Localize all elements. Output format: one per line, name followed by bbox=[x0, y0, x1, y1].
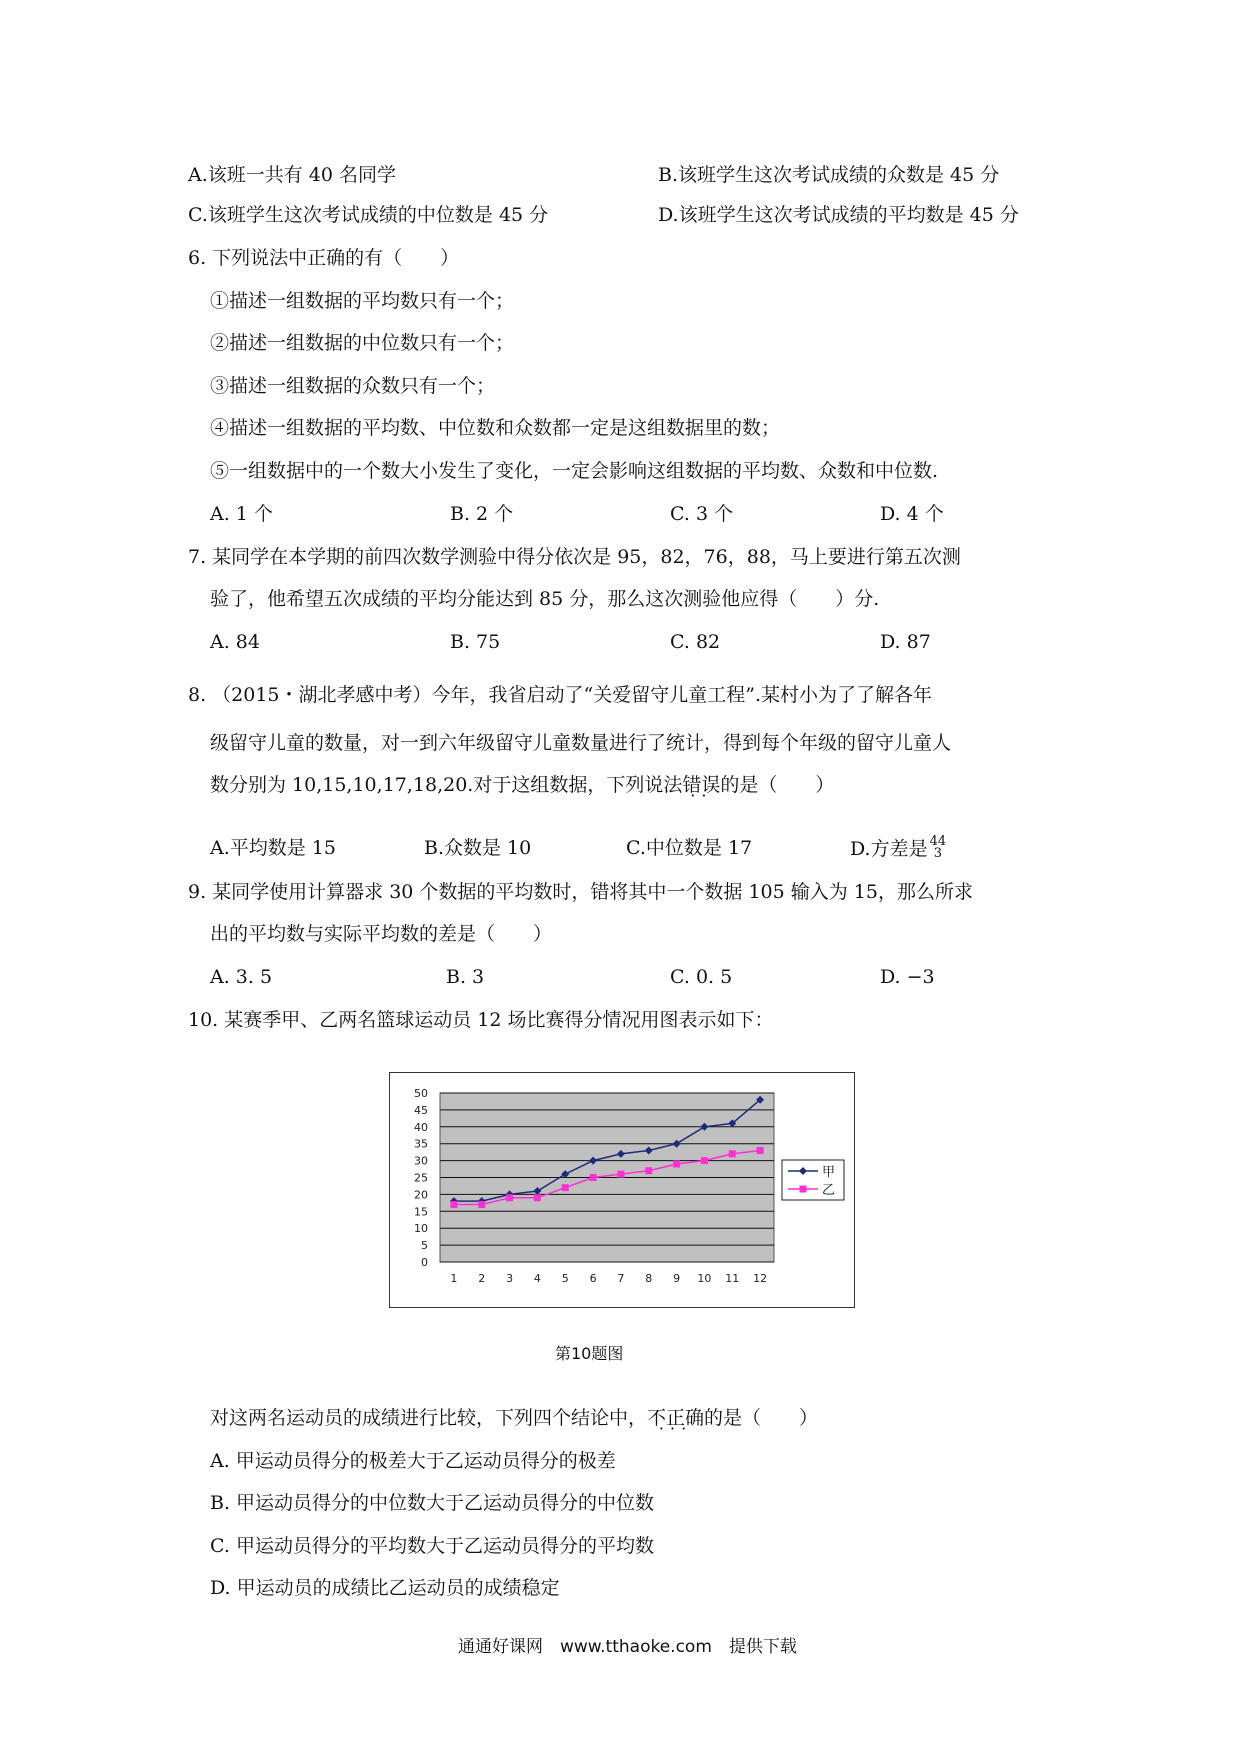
q9-option-d: D. −3 bbox=[880, 966, 935, 988]
q6-option-c: C. 3 个 bbox=[670, 503, 734, 525]
q9-line-2: 出的平均数与实际平均数的差是（ ） bbox=[210, 923, 553, 945]
legend-marker bbox=[800, 1186, 807, 1193]
x-tick-label: 11 bbox=[725, 1272, 740, 1285]
q8-option-d bbox=[850, 836, 946, 861]
y-tick-label: 25 bbox=[414, 1171, 428, 1185]
x-tick-label: 2 bbox=[478, 1272, 486, 1285]
y-tick-label: 20 bbox=[414, 1188, 428, 1202]
data-point bbox=[562, 1184, 569, 1191]
data-point bbox=[673, 1160, 680, 1167]
q6-option-b: B. 2 个 bbox=[450, 503, 514, 525]
data-point bbox=[506, 1194, 513, 1201]
q8-variance-fraction bbox=[930, 836, 947, 860]
y-tick-label: 40 bbox=[414, 1120, 428, 1134]
score-line-chart bbox=[389, 1072, 855, 1308]
x-tick-label: 6 bbox=[589, 1272, 597, 1285]
data-point bbox=[645, 1167, 652, 1174]
data-point bbox=[450, 1201, 457, 1208]
y-tick-label: 15 bbox=[414, 1205, 428, 1219]
y-tick-label: 50 bbox=[414, 1087, 428, 1100]
page-footer: 通通好课网 www.tthaoke.com 提供下载 bbox=[458, 1637, 797, 1657]
q6-item-3: ③描述一组数据的众数只有一个； bbox=[210, 375, 496, 397]
x-tick-label: 10 bbox=[697, 1272, 712, 1285]
chart-svg bbox=[390, 1073, 854, 1307]
y-tick-label: 35 bbox=[414, 1137, 428, 1151]
q5-option-a: A.该班一共有 40 名同学 bbox=[188, 164, 397, 186]
legend-label: 甲 bbox=[822, 1165, 836, 1180]
q8-option-b: B.众数是 10 bbox=[424, 837, 532, 859]
y-tick-label: 0 bbox=[421, 1256, 428, 1269]
q6-item-2: ②描述一组数据的中位数只有一个； bbox=[210, 332, 515, 354]
q8-option-d-label: D.方差是 bbox=[850, 838, 928, 860]
q5-option-d: D.该班学生这次考试成绩的平均数是 45 分 bbox=[658, 204, 1019, 226]
q8-line-2: 级留守儿童的数量，对一到六年级留守儿童数量进行了统计，得到每个年级的留守儿童人 bbox=[210, 732, 952, 754]
q6-option-a: A. 1 个 bbox=[210, 503, 273, 525]
x-tick-label: 9 bbox=[673, 1272, 681, 1285]
q8-emphasis-text: 错误 ·· bbox=[682, 774, 720, 796]
fraction-denominator: 3 bbox=[933, 846, 943, 861]
x-tick-label: 7 bbox=[617, 1272, 625, 1285]
q10-stem: 10. 某赛季甲、乙两名篮球运动员 12 场比赛得分情况用图表示如下： bbox=[188, 1009, 774, 1031]
q10-option-b: B. 甲运动员得分的中位数大于乙运动员得分的中位数 bbox=[210, 1492, 655, 1514]
q10-option-c: C. 甲运动员得分的平均数大于乙运动员得分的平均数 bbox=[210, 1535, 654, 1557]
x-tick-label: 8 bbox=[645, 1272, 653, 1285]
y-tick-label: 10 bbox=[414, 1222, 428, 1236]
chart-caption: 第10题图 bbox=[555, 1344, 624, 1363]
q8-option-a: A.平均数是 15 bbox=[210, 837, 336, 859]
data-point bbox=[729, 1150, 736, 1157]
q7-option-d: D. 87 bbox=[880, 631, 931, 653]
q10-option-d: D. 甲运动员的成绩比乙运动员的成绩稳定 bbox=[210, 1577, 560, 1599]
q7-option-a: A. 84 bbox=[210, 631, 260, 653]
q8-line-3-suffix: 的是（ ） bbox=[720, 774, 835, 796]
q8-line-3 bbox=[210, 773, 834, 797]
q9-option-b: B. 3 bbox=[446, 966, 485, 988]
x-tick-label: 12 bbox=[753, 1272, 768, 1285]
q9-option-c: C. 0. 5 bbox=[670, 966, 733, 988]
q7-line-2: 验了，他希望五次成绩的平均分能达到 85 分，那么这次测验他应得（ ）分. bbox=[210, 588, 880, 610]
q5-option-b: B.该班学生这次考试成绩的众数是 45 分 bbox=[658, 164, 1000, 186]
data-point bbox=[590, 1174, 597, 1181]
q5-option-c: C.该班学生这次考试成绩的中位数是 45 分 bbox=[188, 204, 549, 226]
data-point bbox=[757, 1147, 764, 1154]
q10-line-prefix: 对这两名运动员的成绩进行比较，下列四个结论中， bbox=[210, 1407, 648, 1429]
x-tick-label: 5 bbox=[561, 1272, 569, 1285]
legend-label: 乙 bbox=[822, 1183, 836, 1198]
q10-emphasis-text: 不正确 ··· bbox=[647, 1407, 704, 1429]
q6-item-1: ①描述一组数据的平均数只有一个； bbox=[210, 290, 515, 312]
q6-item-5: ⑤一组数据中的一个数大小发生了变化，一定会影响这组数据的平均数、众数和中位数. bbox=[210, 460, 939, 482]
q10-option-a: A. 甲运动员得分的极差大于乙运动员得分的极差 bbox=[210, 1450, 616, 1472]
q6-stem: 6. 下列说法中正确的有（ ） bbox=[188, 247, 460, 269]
data-point bbox=[617, 1171, 624, 1178]
x-tick-label: 1 bbox=[450, 1272, 458, 1285]
y-tick-label: 45 bbox=[414, 1103, 428, 1117]
x-tick-label: 3 bbox=[506, 1272, 514, 1285]
data-point bbox=[534, 1194, 541, 1201]
q9-option-a: A. 3. 5 bbox=[210, 966, 273, 988]
q8-option-c: C.中位数是 17 bbox=[626, 837, 753, 859]
y-tick-label: 30 bbox=[414, 1154, 428, 1168]
q8-line-3-prefix: 数分别为 10,15,10,17,18,20.对于这组数据，下列说法 bbox=[210, 774, 683, 796]
data-point bbox=[701, 1157, 708, 1164]
x-tick-label: 4 bbox=[533, 1272, 541, 1285]
q8-line-1: 8. （2015・湖北孝感中考）今年，我省启动了“关爱留守儿童工程”.某村小为了了解各年 bbox=[188, 684, 932, 706]
q10-line-suffix: 的是（ ） bbox=[704, 1407, 819, 1429]
q6-item-4: ④描述一组数据的平均数、中位数和众数都一定是这组数据里的数； bbox=[210, 417, 781, 439]
q10-question-line bbox=[210, 1406, 818, 1430]
fraction-numerator: 44 bbox=[929, 834, 947, 849]
q7-option-c: C. 82 bbox=[670, 631, 721, 653]
q7-line-1: 7. 某同学在本学期的前四次数学测验中得分依次是 95，82，76，88，马上要进行第五次测 bbox=[188, 546, 961, 568]
q6-option-d: D. 4 个 bbox=[880, 503, 944, 525]
q7-option-b: B. 75 bbox=[450, 631, 501, 653]
data-point bbox=[478, 1201, 485, 1208]
y-tick-label: 5 bbox=[421, 1239, 428, 1253]
q9-line-1: 9. 某同学使用计算器求 30 个数据的平均数时，错将其中一个数据 105 输入为 15，那么所求 bbox=[188, 881, 973, 903]
